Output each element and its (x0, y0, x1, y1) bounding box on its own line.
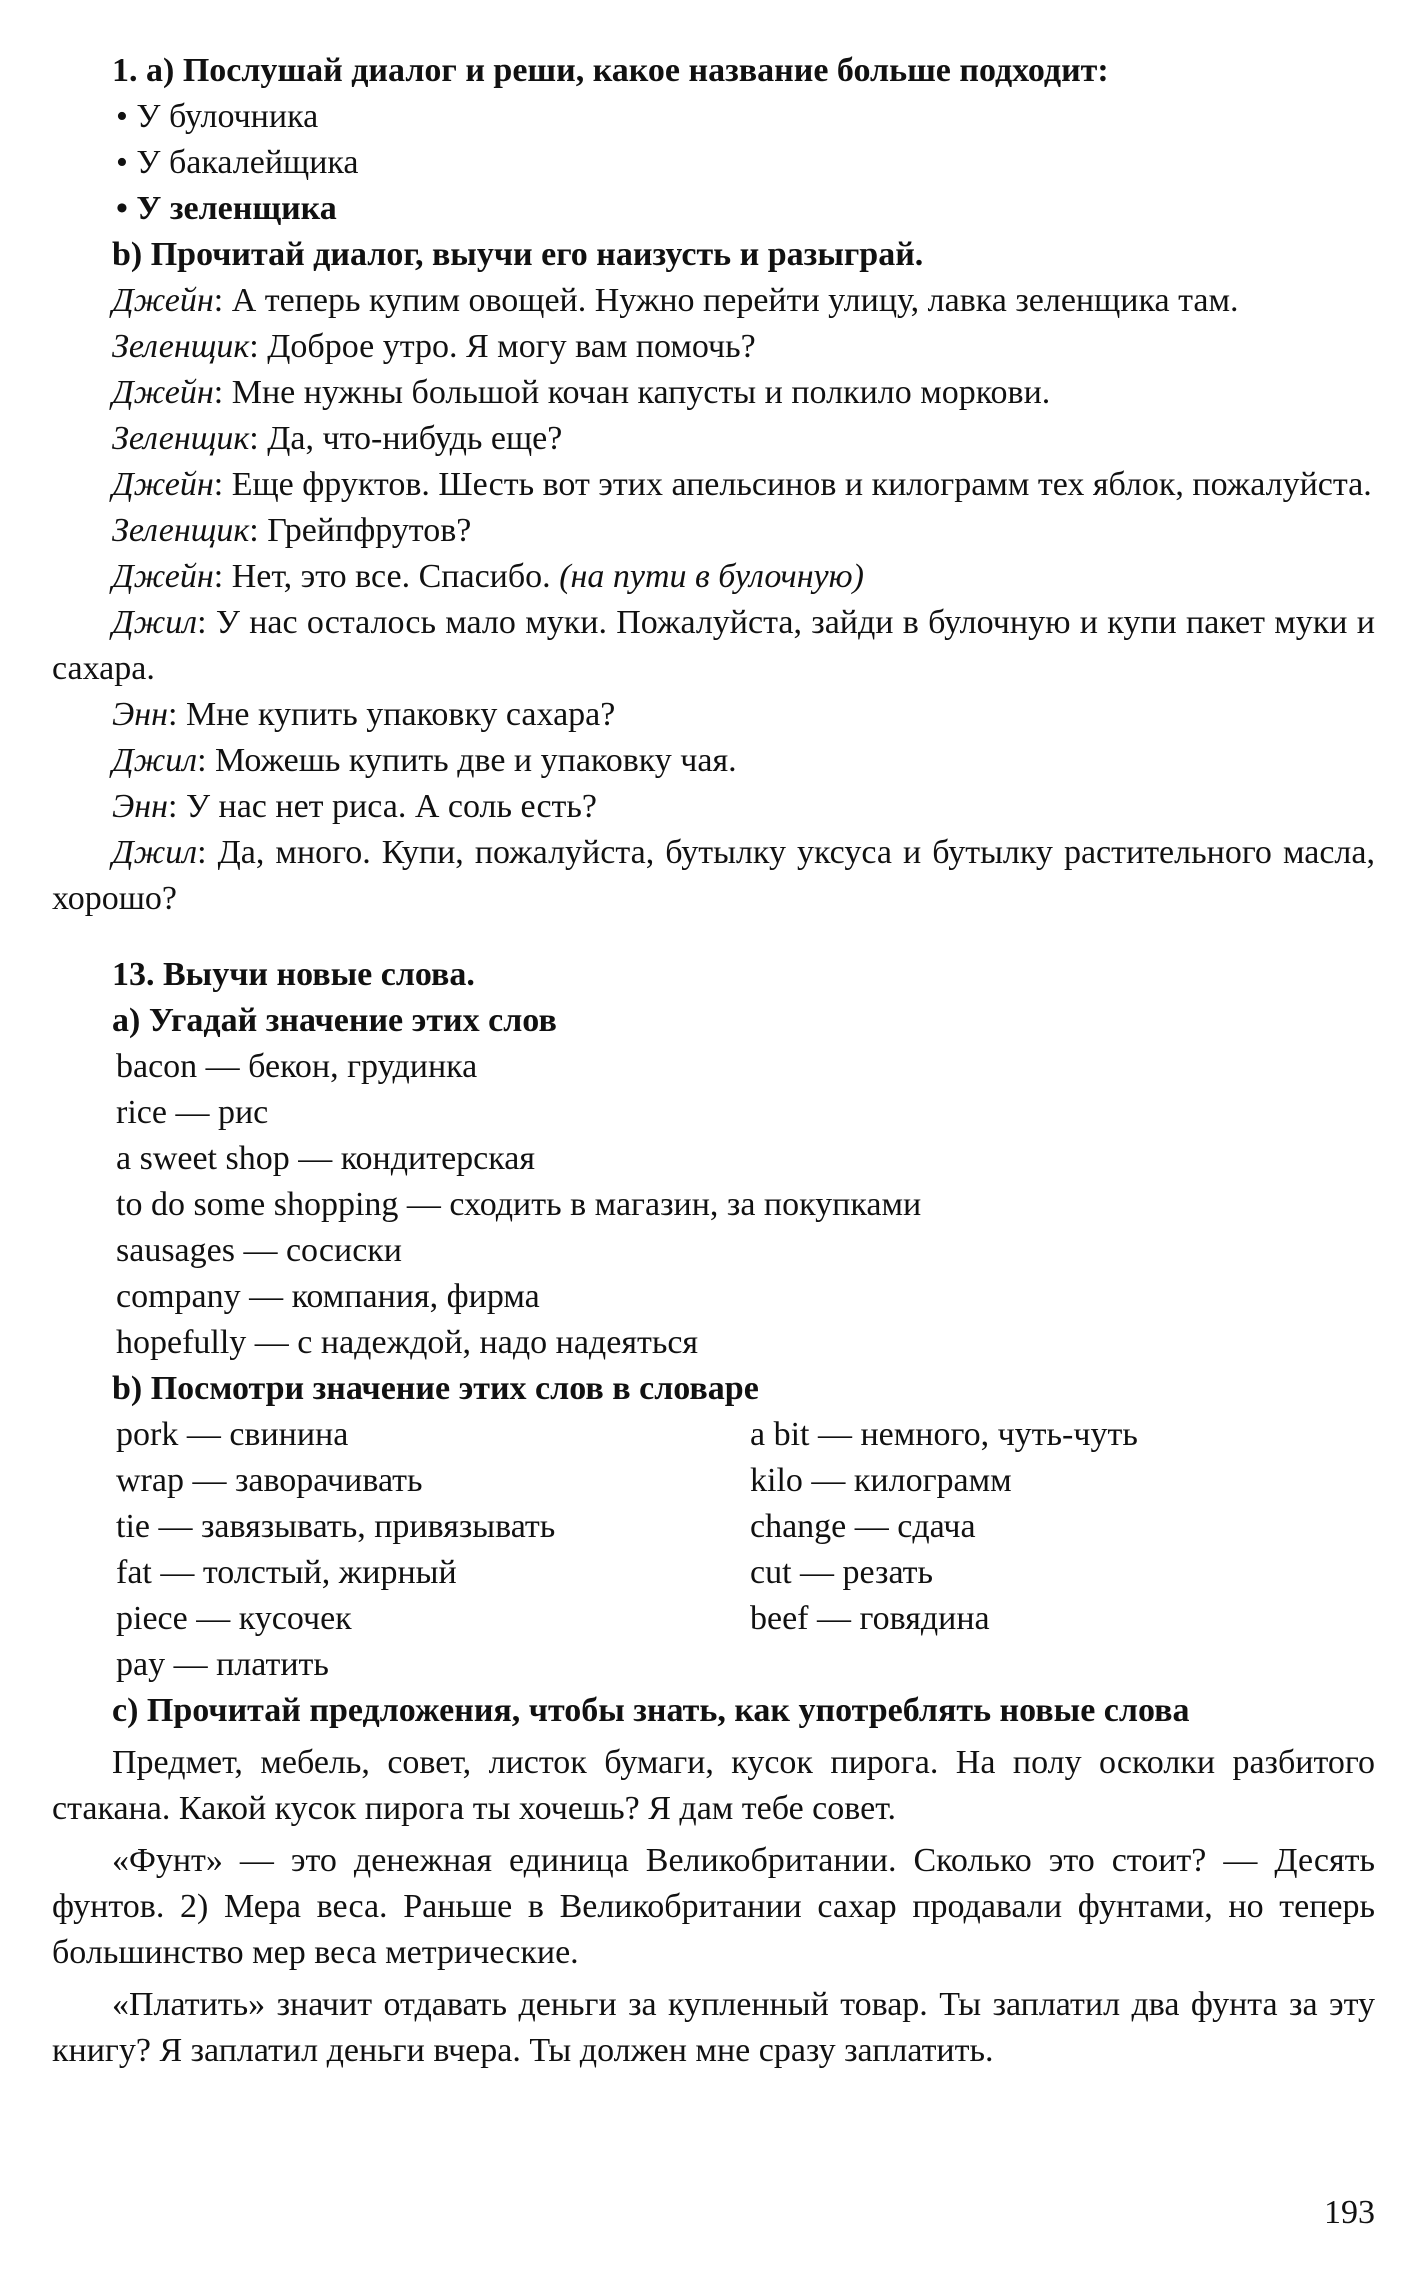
dialogue-line (52, 738, 1375, 784)
vocab-item: company — компания, фирма (116, 1278, 540, 1315)
speaker-name: Зеленщик (112, 420, 250, 457)
exercise-1a-heading: 1. a) Послушай диалог и реши, какое название больше подходит: (112, 52, 1109, 89)
vocab-item: cut — резать (750, 1554, 934, 1591)
option-greengrocer: • У зеленщика (116, 190, 337, 227)
speaker-name: Джил (112, 604, 198, 641)
vocab-item: fat — толстый, жирный (116, 1554, 457, 1591)
dialogue-text: : Да, много. Купи, пожалуйста, бутылку уксуса и бутылку растительного масла, хорошо? (52, 834, 1375, 917)
speaker-name: Джейн (112, 374, 214, 411)
vocab-item: a bit — немного, чуть-чуть (750, 1416, 1138, 1453)
dialogue-text: : Еще фруктов. Шесть вот этих апельсинов и килограмм тех яблок, пожалуйста. (213, 466, 1372, 503)
vocab-item: sausages — сосиски (116, 1232, 402, 1269)
dialogue-line (52, 462, 1375, 508)
option-baker: • У булочника (116, 98, 319, 135)
speaker-name: Джейн (112, 282, 214, 319)
dialogue-text: : Да, что-нибудь еще? (249, 420, 563, 457)
dialogue-line (52, 600, 1375, 692)
vocab-item: change — сдача (750, 1508, 976, 1545)
vocab-item: to do some shopping — сходить в магазин, за покупками (116, 1186, 922, 1223)
dialogue-text: : Грейпфрутов? (249, 512, 472, 549)
speaker-name: Джейн (112, 466, 214, 503)
dialogue-text: : Нет, это все. Спасибо. (213, 558, 560, 595)
dialogue-text: : У нас осталось мало муки. Пожалуйста, зайди в булочную и купи пакет муки и сахара. (52, 604, 1375, 687)
exercise-1b-heading: b) Прочитай диалог, выучи его наизусть и разыграй. (112, 236, 924, 273)
exercise-13-heading: 13. Выучи новые слова. (112, 956, 475, 993)
dialogue-line (52, 416, 1375, 462)
vocab-item: pay — платить (116, 1646, 329, 1683)
page-number: 193 (1324, 2194, 1375, 2231)
dialogue-text: : У нас нет риса. А соль есть? (168, 788, 597, 825)
dialogue-text: : Мне нужны большой кочан капусты и полкило моркови. (213, 374, 1051, 411)
vocab-item: beef — говядина (750, 1600, 990, 1637)
speaker-name: Зеленщик (112, 328, 250, 365)
vocab-item: a sweet shop — кондитерская (116, 1140, 535, 1177)
stage-direction: (на пути в булочную) (559, 558, 864, 595)
speaker-name: Джил (112, 742, 198, 779)
vocab-item: wrap — заворачивать (116, 1462, 423, 1499)
dialogue-line (52, 370, 1375, 416)
dialogue-text: : Доброе утро. Я могу вам помочь? (249, 328, 756, 365)
body-paragraph: Предмет, мебель, совет, листок бумаги, кусок пирога. На полу осколки разбитого стакана. Какой кусок пирога ты хочешь? Я дам тебе совет. (52, 1744, 1375, 1827)
vocab-two-column-list (52, 1412, 1375, 1688)
vocab-item: tie — завязывать, привязывать (116, 1508, 556, 1545)
speaker-name: Джейн (112, 558, 214, 595)
dialogue-line (52, 324, 1375, 370)
vocab-item: hopefully — с надеждой, надо надеяться (116, 1324, 699, 1361)
dialogue-line (52, 554, 1375, 600)
speaker-name: Энн (112, 788, 168, 825)
vocab-item: pork — свинина (116, 1416, 349, 1453)
body-paragraph: «Платить» значит отдавать деньги за купленный товар. Ты заплатил два фунта за эту книгу? Я заплатил деньги вчера. Ты должен мне сразу заплатить. (52, 1986, 1375, 2069)
dialogue-text: : Можешь купить две и упаковку чая. (197, 742, 737, 779)
vocab-item: kilo — килограмм (750, 1462, 1012, 1499)
vocab-item: piece — кусочек (116, 1600, 352, 1637)
exercise-13b-heading: b) Посмотри значение этих слов в словаре (112, 1370, 759, 1407)
dialogue-text: : Мне купить упаковку сахара? (168, 696, 616, 733)
speaker-name: Джил (112, 834, 198, 871)
vocab-item: rice — рис (116, 1094, 269, 1131)
speaker-name: Энн (112, 696, 168, 733)
dialogue-line (52, 692, 1375, 738)
dialogue-line (52, 784, 1375, 830)
dialogue-line (52, 278, 1375, 324)
dialogue-line (52, 508, 1375, 554)
option-grocer: • У бакалейщика (116, 144, 359, 181)
dialogue-line (52, 830, 1375, 922)
exercise-13a-heading: a) Угадай значение этих слов (112, 1002, 557, 1039)
exercise-13c-heading: c) Прочитай предложения, чтобы знать, как употреблять новые слова (112, 1692, 1190, 1729)
body-paragraph: «Фунт» — это денежная единица Великобритании. Сколько это стоит? — Десять фунтов. 2) Мера веса. Раньше в Великобритании сахар продавали фунтами, но теперь большинство мер веса метрические. (52, 1842, 1375, 1971)
vocab-item: bacon — бекон, грудинка (116, 1048, 478, 1085)
speaker-name: Зеленщик (112, 512, 250, 549)
dialogue-text: : А теперь купим овощей. Нужно перейти улицу, лавка зеленщика там. (213, 282, 1239, 319)
